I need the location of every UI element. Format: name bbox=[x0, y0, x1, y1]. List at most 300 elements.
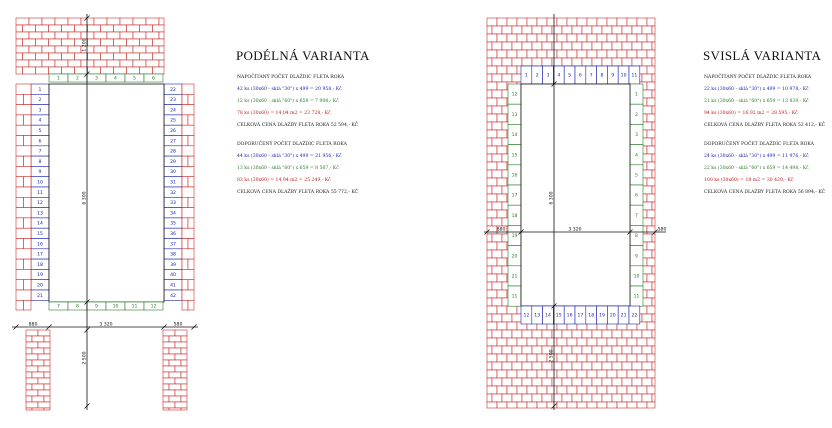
red-tile bbox=[487, 66, 497, 74]
red-tile bbox=[24, 156, 32, 166]
red-tile bbox=[94, 60, 107, 67]
red-tile bbox=[512, 330, 522, 338]
red-tile bbox=[487, 386, 497, 394]
red-tile bbox=[181, 360, 187, 366]
red-tile bbox=[582, 378, 592, 386]
tile-number: 1 bbox=[635, 92, 638, 98]
tile-number: 1 bbox=[524, 73, 528, 79]
red-tile bbox=[44, 360, 50, 366]
tile-number: 4 bbox=[114, 76, 117, 82]
red-tile bbox=[582, 58, 592, 66]
red-tile bbox=[16, 249, 31, 259]
red-tile bbox=[487, 82, 497, 90]
red-tile bbox=[42, 46, 55, 53]
red-tile bbox=[32, 336, 44, 342]
red-tile bbox=[652, 330, 655, 338]
red-tile bbox=[517, 386, 527, 394]
red-tile bbox=[627, 370, 637, 378]
red-tile bbox=[182, 156, 188, 166]
red-tile bbox=[542, 378, 552, 386]
red-tile bbox=[567, 354, 577, 362]
red-tile bbox=[647, 50, 655, 58]
red-tile bbox=[16, 25, 23, 32]
red-tile bbox=[622, 42, 632, 50]
red-tile bbox=[622, 330, 632, 338]
right-computed-line: CELKOVÁ CENA DLAŽBY FLETA ROKA 53 412,- KČ bbox=[704, 123, 826, 128]
red-tile bbox=[16, 32, 29, 39]
red-tile bbox=[94, 46, 107, 53]
red-tile bbox=[547, 34, 557, 42]
red-tile bbox=[49, 67, 62, 74]
red-tile bbox=[567, 34, 577, 42]
red-tile bbox=[577, 402, 587, 408]
red-tile bbox=[24, 259, 32, 269]
red-tile bbox=[562, 42, 572, 50]
red-tile bbox=[497, 66, 507, 74]
red-tile bbox=[120, 60, 133, 67]
tile-number: 11 bbox=[131, 304, 138, 310]
red-tile bbox=[492, 138, 502, 146]
red-tile bbox=[602, 362, 612, 370]
red-tile bbox=[487, 154, 492, 162]
tile-number: 25 bbox=[170, 118, 176, 124]
dim-label: 1 200 bbox=[82, 38, 88, 52]
tile-number: 3 bbox=[546, 73, 550, 79]
red-tile bbox=[517, 354, 527, 362]
red-tile bbox=[81, 60, 94, 67]
left-recommended-line: 83 ks (30x60) = 14,94 m2 = 25 249,- Kč bbox=[237, 178, 331, 183]
red-tile bbox=[627, 50, 637, 58]
red-tile bbox=[182, 177, 188, 187]
red-tile bbox=[16, 105, 31, 115]
red-tile bbox=[642, 122, 652, 130]
red-tile bbox=[572, 42, 582, 50]
red-tile bbox=[652, 42, 655, 50]
red-tile bbox=[552, 330, 562, 338]
red-tile bbox=[38, 402, 50, 408]
red-tile bbox=[647, 338, 655, 346]
red-tile bbox=[32, 408, 44, 410]
tile-number: 8 bbox=[76, 304, 79, 310]
red-tile bbox=[632, 362, 642, 370]
red-tile bbox=[562, 58, 572, 66]
red-tile bbox=[62, 39, 75, 46]
red-tile bbox=[62, 25, 75, 32]
red-tile bbox=[182, 94, 188, 104]
red-tile bbox=[517, 370, 527, 378]
red-tile bbox=[55, 46, 68, 53]
red-tile bbox=[182, 280, 188, 290]
red-tile bbox=[26, 342, 38, 348]
red-tile bbox=[507, 322, 517, 330]
red-tile bbox=[547, 338, 557, 346]
red-tile bbox=[557, 34, 567, 42]
tile-number: 39 bbox=[170, 262, 176, 268]
red-tile bbox=[652, 202, 655, 210]
tile-number: 16 bbox=[37, 242, 43, 248]
red-tile bbox=[487, 146, 497, 154]
red-tile bbox=[16, 166, 31, 176]
red-tile bbox=[532, 26, 542, 34]
red-tile bbox=[622, 26, 632, 34]
red-tile bbox=[26, 372, 32, 378]
red-tile bbox=[487, 18, 497, 26]
tile-number: 17 bbox=[511, 193, 518, 199]
red-tile bbox=[182, 259, 188, 269]
red-tile bbox=[181, 348, 187, 354]
right-computed-heading: NAPOČÍTANÝ POČET DLAŽDIC FLETA ROKA bbox=[704, 75, 812, 80]
red-tile bbox=[492, 330, 502, 338]
red-tile bbox=[567, 386, 577, 394]
red-tile bbox=[597, 34, 607, 42]
red-tile bbox=[642, 138, 652, 146]
red-tile bbox=[497, 98, 507, 106]
red-tile bbox=[163, 372, 169, 378]
red-tile bbox=[68, 32, 81, 39]
red-tile bbox=[487, 378, 492, 386]
red-tile bbox=[487, 250, 492, 258]
tile-number: 22 bbox=[170, 87, 176, 93]
red-tile bbox=[23, 25, 36, 32]
red-tile bbox=[163, 342, 175, 348]
red-tile bbox=[527, 402, 537, 408]
red-tile bbox=[532, 362, 542, 370]
red-tile bbox=[502, 346, 512, 354]
red-tile bbox=[38, 390, 50, 396]
red-tile bbox=[182, 146, 194, 156]
red-tile bbox=[527, 34, 537, 42]
red-tile bbox=[652, 362, 655, 370]
tile-number: 7 bbox=[589, 73, 593, 79]
red-tile bbox=[517, 338, 527, 346]
red-tile bbox=[647, 258, 655, 266]
tile-number: 11 bbox=[511, 294, 518, 300]
red-tile bbox=[497, 274, 507, 282]
red-tile bbox=[127, 25, 140, 32]
red-tile bbox=[487, 58, 492, 66]
right-variant-title: SVISLÁ VARIANTA bbox=[703, 48, 822, 63]
red-tile bbox=[502, 58, 512, 66]
red-tile bbox=[642, 282, 652, 290]
tile-number: 12 bbox=[511, 92, 518, 98]
red-tile bbox=[182, 115, 188, 125]
red-tile bbox=[497, 242, 507, 250]
red-tile bbox=[487, 266, 492, 274]
red-tile bbox=[169, 336, 181, 342]
red-tile bbox=[107, 32, 120, 39]
red-tile bbox=[62, 53, 75, 60]
red-tile bbox=[652, 106, 655, 114]
red-tile bbox=[182, 249, 194, 259]
red-tile bbox=[16, 290, 31, 300]
red-tile bbox=[188, 300, 194, 310]
red-tile bbox=[587, 402, 597, 408]
red-tile bbox=[532, 330, 542, 338]
red-tile bbox=[597, 370, 607, 378]
red-tile bbox=[592, 362, 602, 370]
red-tile bbox=[567, 18, 577, 26]
red-tile bbox=[26, 354, 38, 360]
red-tile bbox=[497, 290, 507, 298]
tile-number: 14 bbox=[37, 221, 43, 227]
red-tile bbox=[637, 34, 647, 42]
red-tile bbox=[612, 26, 622, 34]
red-tile bbox=[497, 50, 507, 58]
red-tile bbox=[652, 170, 655, 178]
red-tile bbox=[107, 18, 120, 25]
red-tile bbox=[32, 348, 44, 354]
red-tile bbox=[652, 346, 655, 354]
red-tile bbox=[587, 34, 597, 42]
red-tile bbox=[577, 50, 587, 58]
red-tile bbox=[642, 250, 652, 258]
tile-number: 13 bbox=[511, 112, 518, 118]
red-tile bbox=[627, 338, 637, 346]
red-tile bbox=[642, 42, 652, 50]
red-tile bbox=[647, 178, 655, 186]
red-tile bbox=[181, 408, 187, 410]
tile-number: 5 bbox=[38, 129, 42, 134]
red-tile bbox=[537, 18, 547, 26]
red-tile bbox=[527, 354, 537, 362]
red-tile bbox=[647, 274, 655, 282]
red-tile bbox=[527, 386, 537, 394]
right-recommended-line: CELKOVÁ CENA DLAŽBY FLETA ROKA 56 894,- KČ bbox=[704, 190, 826, 195]
red-tile bbox=[647, 210, 655, 218]
red-tile bbox=[24, 280, 32, 290]
red-tile bbox=[527, 50, 537, 58]
red-tile bbox=[182, 300, 188, 310]
red-tile bbox=[182, 136, 188, 146]
red-tile bbox=[169, 396, 181, 402]
red-tile bbox=[497, 210, 507, 218]
red-tile bbox=[552, 394, 562, 402]
red-tile bbox=[492, 298, 502, 306]
red-tile bbox=[642, 74, 652, 82]
red-tile bbox=[612, 394, 622, 402]
red-tile bbox=[88, 39, 101, 46]
red-tile bbox=[36, 25, 49, 32]
red-tile bbox=[42, 18, 55, 25]
red-tile bbox=[487, 346, 492, 354]
red-tile bbox=[16, 136, 24, 146]
red-tile bbox=[16, 84, 31, 94]
red-tile bbox=[101, 53, 114, 60]
red-tile bbox=[62, 67, 75, 74]
red-tile bbox=[497, 82, 507, 90]
red-tile bbox=[517, 34, 527, 42]
red-tile bbox=[26, 408, 32, 410]
red-tile bbox=[16, 53, 23, 60]
red-tile bbox=[32, 396, 44, 402]
red-tile bbox=[181, 384, 187, 390]
red-tile bbox=[492, 74, 502, 82]
tile-number: 2 bbox=[38, 98, 42, 104]
red-tile bbox=[487, 218, 492, 226]
red-tile bbox=[572, 346, 582, 354]
red-tile bbox=[527, 370, 537, 378]
red-tile bbox=[487, 130, 497, 138]
red-tile bbox=[24, 136, 32, 146]
red-tile bbox=[107, 46, 120, 53]
red-tile bbox=[542, 394, 552, 402]
red-tile bbox=[647, 162, 655, 170]
red-tile bbox=[497, 178, 507, 186]
red-tile bbox=[647, 370, 655, 378]
tile-number: 7 bbox=[38, 149, 42, 155]
red-tile bbox=[647, 290, 655, 298]
red-tile bbox=[75, 67, 88, 74]
red-tile bbox=[497, 18, 507, 26]
red-tile bbox=[36, 39, 49, 46]
red-tile bbox=[647, 98, 655, 106]
red-tile bbox=[637, 370, 647, 378]
red-tile bbox=[188, 218, 194, 228]
dim-label: 880 bbox=[496, 227, 506, 233]
red-tile bbox=[487, 338, 497, 346]
red-tile bbox=[572, 362, 582, 370]
right-recommended-heading: DOPORUČENÝ POČET DLAŽDIC FLETA ROKA bbox=[704, 142, 814, 147]
red-tile bbox=[512, 394, 522, 402]
red-tile bbox=[44, 396, 50, 402]
red-tile bbox=[647, 194, 655, 202]
red-tile bbox=[492, 218, 502, 226]
red-tile bbox=[42, 32, 55, 39]
red-tile bbox=[612, 378, 622, 386]
red-tile bbox=[497, 306, 507, 314]
red-tile bbox=[642, 170, 652, 178]
red-tile bbox=[582, 394, 592, 402]
red-tile bbox=[512, 42, 522, 50]
red-tile bbox=[182, 125, 194, 135]
red-tile bbox=[146, 60, 159, 67]
red-tile bbox=[49, 39, 62, 46]
red-tile bbox=[642, 314, 652, 322]
tile-number: 18 bbox=[37, 262, 43, 268]
red-tile bbox=[522, 362, 532, 370]
left-computed-line: 78 ks (30x60) = 14,04 m2 = 23 728,- Kč bbox=[237, 111, 331, 116]
left-computed-line: 12 ks (30x60 - sklá "60") x 659 = 7 908,- Kč bbox=[237, 99, 339, 104]
red-tile bbox=[502, 378, 512, 386]
tile-number: 1 bbox=[57, 76, 60, 82]
red-tile bbox=[182, 197, 188, 207]
red-tile bbox=[652, 282, 655, 290]
red-tile bbox=[163, 384, 169, 390]
red-tile bbox=[169, 372, 181, 378]
red-tile bbox=[647, 82, 655, 90]
tile-number: 36 bbox=[170, 232, 176, 237]
tile-number: 32 bbox=[170, 190, 176, 196]
red-tile bbox=[497, 146, 507, 154]
red-tile bbox=[175, 366, 187, 372]
red-tile bbox=[617, 354, 627, 362]
red-tile bbox=[497, 162, 507, 170]
red-tile bbox=[492, 282, 502, 290]
red-tile bbox=[642, 266, 652, 274]
red-tile bbox=[582, 362, 592, 370]
red-tile bbox=[652, 58, 655, 66]
red-tile bbox=[582, 26, 592, 34]
tile-number: 11 bbox=[631, 73, 638, 79]
red-tile bbox=[487, 402, 497, 408]
red-tile bbox=[29, 46, 42, 53]
tile-number: 38 bbox=[170, 252, 176, 258]
red-tile bbox=[617, 50, 627, 58]
tile-number: 3 bbox=[635, 133, 638, 139]
red-tile bbox=[182, 208, 194, 218]
red-tile bbox=[512, 378, 522, 386]
red-tile bbox=[562, 362, 572, 370]
red-tile bbox=[562, 330, 572, 338]
red-tile bbox=[181, 396, 187, 402]
red-tile bbox=[642, 202, 652, 210]
tile-number: 21 bbox=[620, 313, 627, 319]
red-tile bbox=[492, 394, 502, 402]
red-tile bbox=[647, 34, 655, 42]
red-tile bbox=[16, 239, 24, 249]
red-tile bbox=[492, 234, 502, 242]
tile-number: 11 bbox=[633, 294, 640, 300]
tile-number: 3 bbox=[95, 76, 98, 82]
red-tile bbox=[55, 60, 68, 67]
tile-number: 4 bbox=[635, 153, 638, 159]
tile-number: 2 bbox=[76, 76, 79, 82]
red-tile bbox=[642, 186, 652, 194]
tile-number: 5 bbox=[635, 173, 638, 179]
red-tile bbox=[487, 362, 492, 370]
red-tile bbox=[642, 106, 652, 114]
red-tile bbox=[502, 314, 512, 322]
red-tile bbox=[612, 330, 622, 338]
red-tile bbox=[133, 32, 146, 39]
red-tile bbox=[652, 122, 655, 130]
red-tile bbox=[159, 60, 164, 67]
red-tile bbox=[617, 402, 627, 408]
red-tile bbox=[487, 74, 492, 82]
red-tile bbox=[622, 58, 632, 66]
tile-number: 2 bbox=[635, 112, 638, 118]
red-tile bbox=[572, 378, 582, 386]
red-tile bbox=[26, 330, 38, 336]
red-tile bbox=[642, 394, 652, 402]
red-tile bbox=[612, 58, 622, 66]
tile-number: 9 bbox=[635, 254, 638, 260]
tile-number: 5 bbox=[568, 73, 572, 79]
red-tile bbox=[607, 354, 617, 362]
red-tile bbox=[163, 336, 169, 342]
red-tile bbox=[582, 346, 592, 354]
red-tile bbox=[597, 402, 607, 408]
red-tile bbox=[487, 90, 492, 98]
red-tile bbox=[49, 25, 62, 32]
red-tile bbox=[517, 402, 527, 408]
red-tile bbox=[572, 58, 582, 66]
red-tile bbox=[487, 330, 492, 338]
red-tile bbox=[88, 53, 101, 60]
red-tile bbox=[133, 60, 146, 67]
tile-number: 41 bbox=[170, 283, 176, 289]
red-tile bbox=[88, 67, 101, 74]
red-tile bbox=[188, 239, 194, 249]
red-tile bbox=[632, 58, 642, 66]
red-tile bbox=[188, 280, 194, 290]
red-tile bbox=[182, 166, 194, 176]
red-tile bbox=[497, 402, 507, 408]
red-tile bbox=[492, 250, 502, 258]
tile-number: 4 bbox=[557, 73, 561, 79]
right-recommended-line: 24 ks (30x60 - sklá "30") x 499 = 11 976,- Kč bbox=[704, 154, 809, 159]
red-tile bbox=[487, 162, 497, 170]
